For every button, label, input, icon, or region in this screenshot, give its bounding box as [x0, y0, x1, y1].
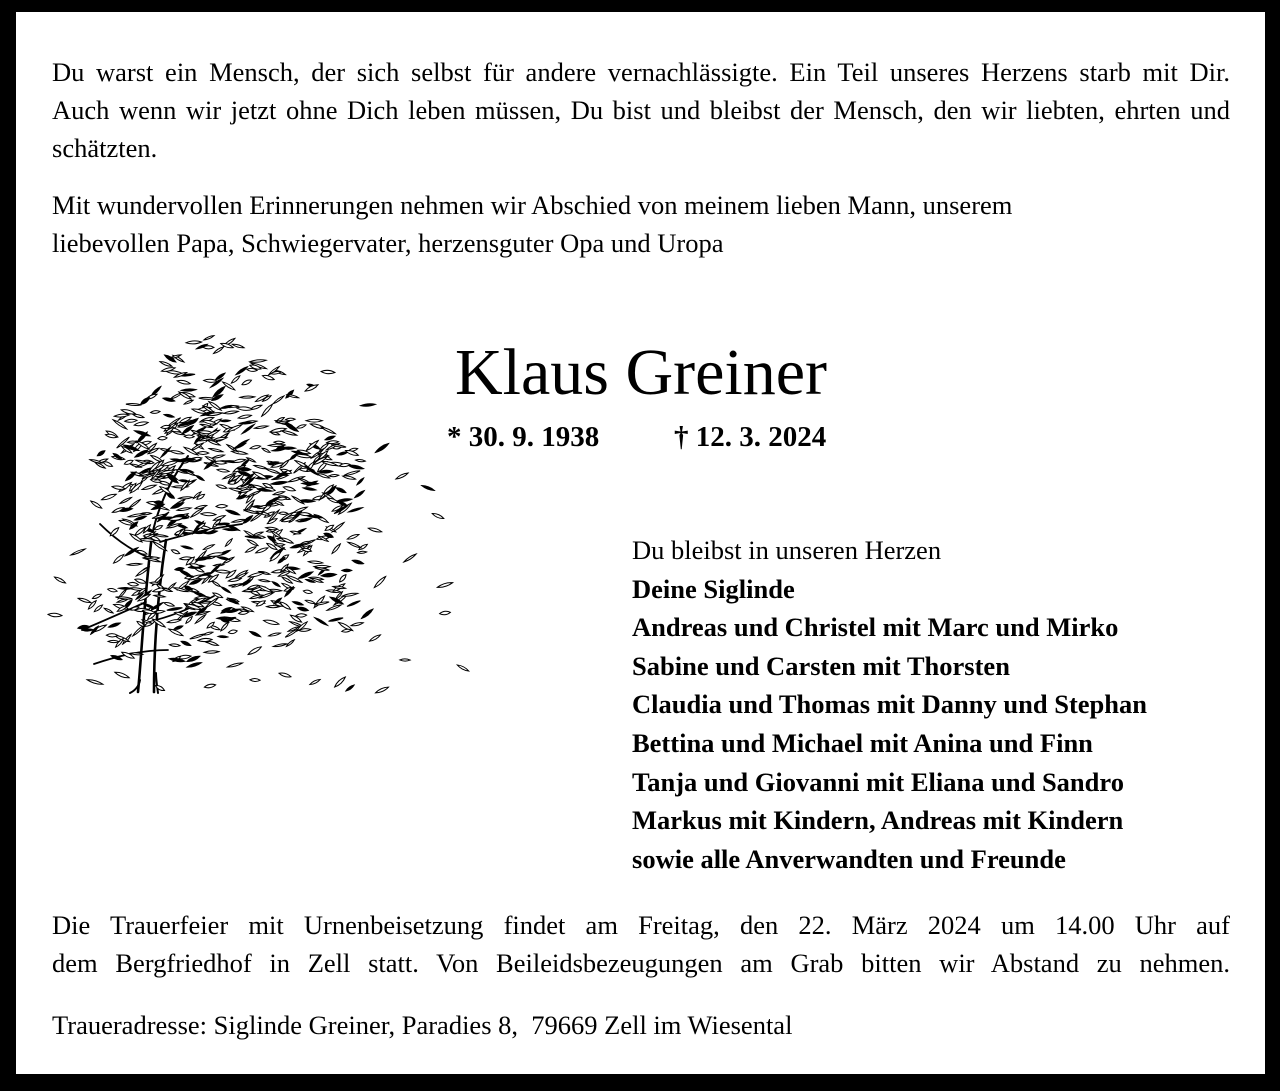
farewell-lead: Du bleibst in unseren Herzen: [632, 535, 942, 565]
opening-paragraph: [52, 53, 1230, 167]
funeral-paragraph: [52, 906, 1230, 982]
mourning-address: Traueradresse: Siglinde Greiner, Paradies 8, 79669 Zell im Wiesental: [52, 1010, 793, 1040]
tree-illustration: [30, 330, 480, 730]
mourner-line: Bettina und Michael mit Anina und Finn: [632, 727, 1093, 758]
intro-line: Mit wundervollen Erinnerungen nehmen wir Abschied von meinem lieben Mann, unserem: [52, 190, 1013, 220]
mourner-line: Tanja und Giovanni mit Eliana und Sandro: [632, 766, 1124, 797]
wind-blown-tree-icon: [30, 330, 480, 730]
intro-line: liebevollen Papa, Schwiegervater, herzensguter Opa und Uropa: [52, 228, 724, 258]
mourner-line: Andreas und Christel mit Marc und Mirko: [632, 612, 1119, 643]
mourner-line: Sabine und Carsten mit Thorsten: [632, 650, 1010, 681]
opening-line: schätzten.: [52, 133, 158, 163]
obituary-page: [16, 12, 1265, 1074]
death-date: † 12. 3. 2024: [674, 421, 827, 453]
opening-line: Auch wenn wir jetzt ohne Dich leben müssen, Du bist und bleibst der Mensch, den wir liebten, ehrten und: [52, 95, 1230, 125]
mourner-line: Claudia und Thomas mit Danny und Stephan: [632, 689, 1148, 720]
birth-date: * 30. 9. 1938: [447, 421, 600, 453]
funeral-line: dem Bergfriedhof in Zell statt. Von Beileidsbezeugungen am Grab bitten wir Abstand zu nehmen.: [52, 948, 1230, 978]
intro-paragraph: [52, 186, 1230, 262]
farewell-block: [632, 531, 1252, 878]
deceased-name: Klaus Greiner: [455, 336, 828, 409]
mourner-line: Deine Siglinde: [632, 573, 795, 604]
mourner-line: sowie alle Anverwandten und Freunde: [632, 843, 1066, 874]
funeral-line: Die Trauerfeier mit Urnenbeisetzung findet am Freitag, den 22. März 2024 um 14.00 Uhr auf: [52, 910, 1230, 940]
opening-line: Du warst ein Mensch, der sich selbst für andere vernachlässigte. Ein Teil unseres Herzens starb mit Dir.: [52, 57, 1230, 87]
mourner-line: Markus mit Kindern, Andreas mit Kindern: [632, 805, 1124, 836]
